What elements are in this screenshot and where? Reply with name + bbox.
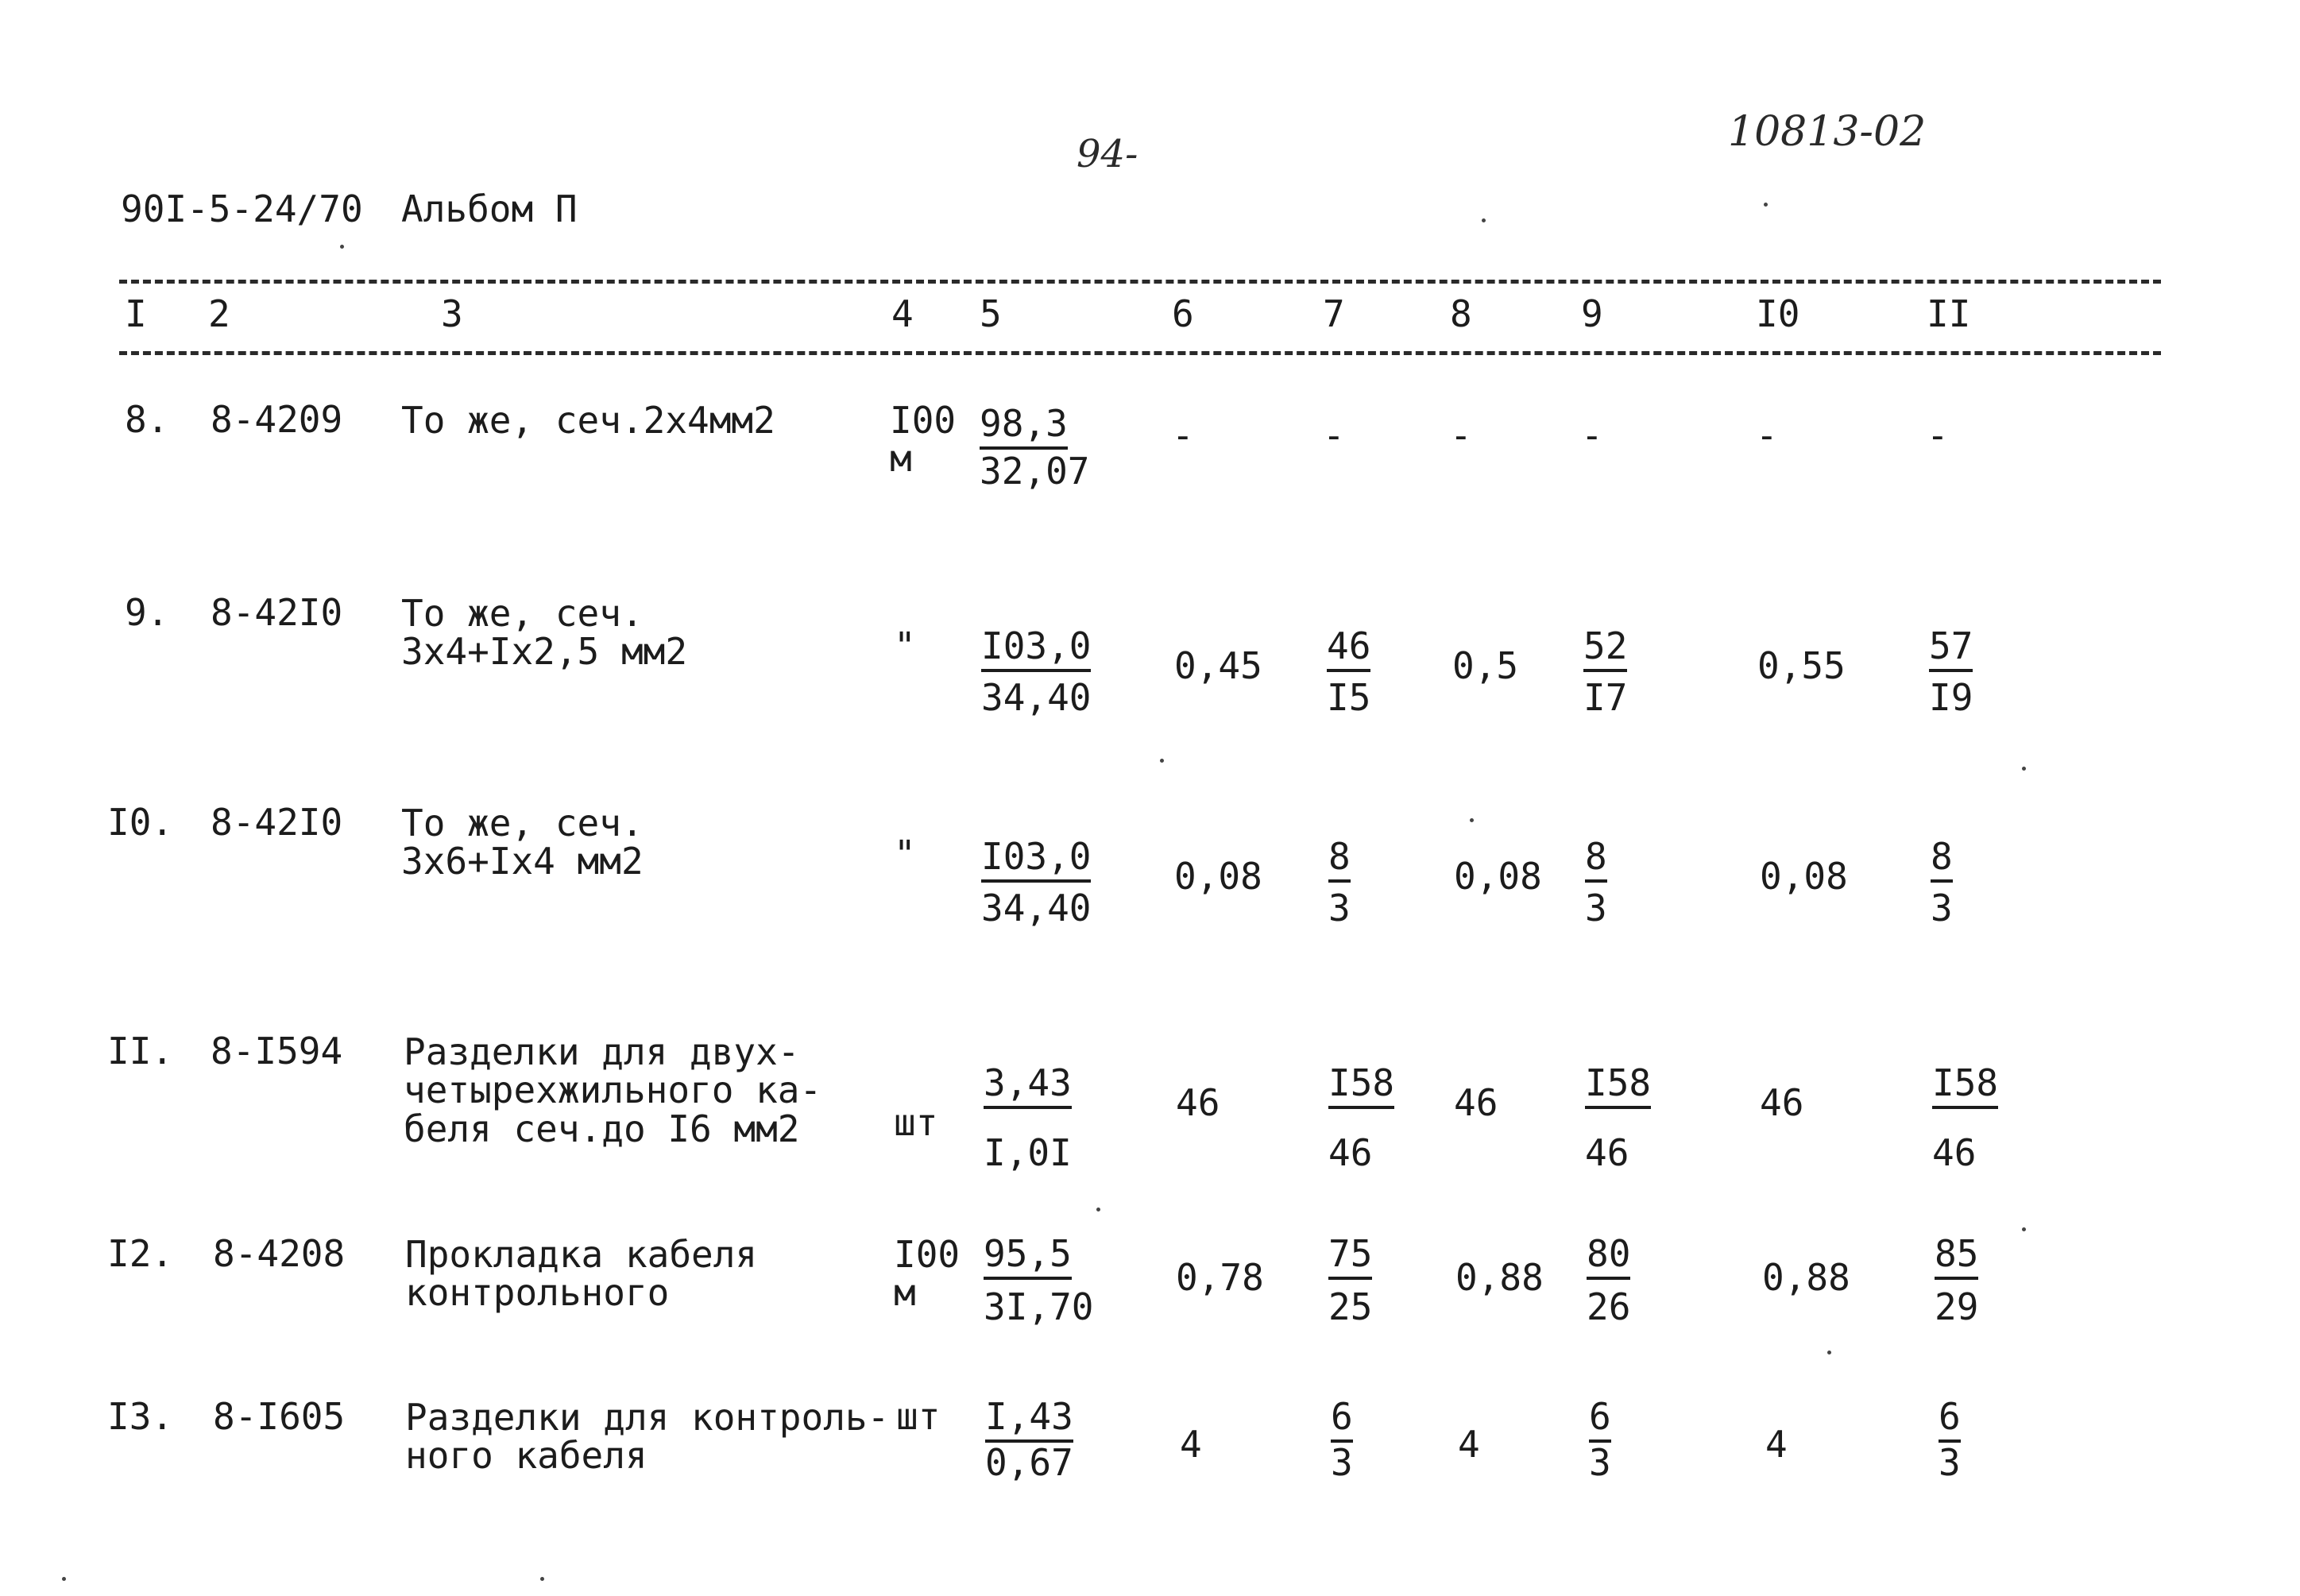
column-header: 6 xyxy=(1172,292,1194,335)
cell-col7-bottom: 3 xyxy=(1328,887,1351,929)
cell-col6: 4 xyxy=(1180,1423,1202,1466)
cell-col9-bottom: 3 xyxy=(1589,1441,1611,1484)
column-header: 4 xyxy=(891,292,914,335)
cell-col6: - xyxy=(1172,414,1194,457)
cell-col10: 4 xyxy=(1765,1423,1788,1466)
cell-col7-bottom: I5 xyxy=(1327,676,1371,719)
cell-col7-top: 75 xyxy=(1328,1235,1372,1280)
unit: I00 м xyxy=(890,399,957,481)
cell-col11-bottom: 3 xyxy=(1931,887,1953,929)
row-number: I3. xyxy=(107,1395,174,1438)
cell-col11-top: I58 xyxy=(1932,1065,1998,1109)
work-description: То же, сеч.2х4мм2 xyxy=(401,399,775,442)
scan-speck xyxy=(1096,1208,1100,1211)
column-header: I0 xyxy=(1756,292,1800,335)
cell-col11-top: 8 xyxy=(1931,838,1953,883)
price-top: 95,5 xyxy=(984,1235,1072,1280)
unit: шт xyxy=(894,1101,938,1144)
scan-speck xyxy=(2022,767,2026,771)
price-top: I03,0 xyxy=(981,838,1091,883)
norm-code: 8-I605 xyxy=(213,1395,346,1438)
row-number: I0. xyxy=(107,801,174,844)
cell-col6: 46 xyxy=(1176,1081,1220,1124)
column-header: 8 xyxy=(1450,292,1472,335)
row-number: II. xyxy=(107,1030,174,1072)
cell-col11-top: 85 xyxy=(1935,1235,1978,1280)
norm-code: 8-4208 xyxy=(213,1232,346,1275)
cell-col10: 0,88 xyxy=(1762,1256,1850,1299)
cell-col8: - xyxy=(1450,414,1472,457)
cell-col9-bottom: I7 xyxy=(1583,676,1628,719)
cell-col8: 4 xyxy=(1458,1423,1480,1466)
cell-col9-bottom: 3 xyxy=(1585,887,1607,929)
cell-col10: 0,55 xyxy=(1757,644,1846,687)
work-description: То же, сеч. 3х4+Iх2,5 мм2 xyxy=(401,592,688,674)
header-top-rule xyxy=(119,280,2161,284)
cell-col11-top: 6 xyxy=(1939,1398,1961,1443)
cell-col11-top: 57 xyxy=(1929,628,1973,672)
work-description: Разделки для контроль- ного кабеля xyxy=(405,1396,890,1478)
work-description: То же, сеч. 3х6+Iх4 мм2 xyxy=(401,802,644,883)
row-number: 8. xyxy=(125,398,169,441)
cell-col8: 0,5 xyxy=(1452,644,1519,687)
price-bottom: 34,40 xyxy=(981,887,1092,929)
price-bottom: I,0I xyxy=(984,1131,1072,1174)
unit: " xyxy=(894,833,916,875)
cell-col7-top: 6 xyxy=(1331,1398,1353,1443)
cell-col9-top: 80 xyxy=(1587,1235,1630,1280)
cell-col7-bottom: 46 xyxy=(1328,1131,1373,1174)
cell-col10: - xyxy=(1756,414,1778,457)
column-header: 9 xyxy=(1581,292,1603,335)
row-number: 9. xyxy=(125,591,169,634)
column-header: 2 xyxy=(208,292,230,335)
norm-code: 8-4209 xyxy=(211,398,343,441)
cell-col7-top: 46 xyxy=(1327,628,1370,672)
price-top: I,43 xyxy=(985,1398,1073,1443)
cell-col6: 0,45 xyxy=(1174,644,1262,687)
norm-code: 8-I594 xyxy=(211,1030,343,1072)
cell-col8: 0,08 xyxy=(1454,855,1542,898)
cell-col9-top: I58 xyxy=(1585,1065,1651,1109)
cell-col7-top: 8 xyxy=(1328,838,1351,883)
scan-speck xyxy=(1482,218,1486,222)
cell-col6: 0,08 xyxy=(1174,855,1262,898)
scan-speck xyxy=(540,1577,544,1581)
unit: шт xyxy=(896,1395,941,1438)
cell-col9-bottom: 46 xyxy=(1585,1131,1629,1174)
archive-number: 10813-02 xyxy=(1728,108,1927,156)
cell-col7-top: I58 xyxy=(1328,1065,1394,1109)
column-header: 3 xyxy=(441,292,463,335)
cell-col11-bottom: 46 xyxy=(1932,1131,1977,1174)
scan-speck xyxy=(1827,1351,1831,1354)
cell-col9-bottom: 26 xyxy=(1587,1285,1631,1328)
scan-speck xyxy=(62,1577,66,1581)
work-description: Разделки для двух- четырехжильного ка- беля сеч.до I6 мм2 xyxy=(404,1030,822,1150)
cell-col11-top: - xyxy=(1927,414,1949,457)
column-header: 5 xyxy=(980,292,1002,335)
header-bottom-rule xyxy=(119,351,2161,355)
scan-speck xyxy=(340,245,344,249)
price-top: I03,0 xyxy=(981,628,1091,672)
price-bottom: 0,67 xyxy=(985,1441,1073,1484)
scan-speck xyxy=(1160,759,1164,763)
cell-col7-top: - xyxy=(1323,414,1345,457)
cell-col7-bottom: 25 xyxy=(1328,1285,1373,1328)
cell-col10: 0,08 xyxy=(1760,855,1848,898)
cell-col7-bottom: 3 xyxy=(1331,1441,1353,1484)
cell-col9-top: 52 xyxy=(1583,628,1627,672)
column-header: 7 xyxy=(1323,292,1345,335)
scan-speck xyxy=(1470,818,1474,822)
cell-col11-bottom: I9 xyxy=(1929,676,1973,719)
unit: I00 м xyxy=(894,1233,961,1315)
norm-code: 8-42I0 xyxy=(211,801,343,844)
price-bottom: 34,40 xyxy=(981,676,1092,719)
column-header: II xyxy=(1927,292,1971,335)
price-bottom: 3I,70 xyxy=(984,1285,1094,1328)
unit: " xyxy=(894,624,916,667)
norm-code: 8-42I0 xyxy=(211,591,343,634)
page-number: 94- xyxy=(1077,132,1138,176)
cell-col10: 46 xyxy=(1760,1081,1804,1124)
cell-col11-bottom: 29 xyxy=(1935,1285,1979,1328)
album-label: Альбом П xyxy=(401,187,578,230)
work-description: Прокладка кабеля контрольного xyxy=(405,1233,758,1315)
cell-col9-top: - xyxy=(1581,414,1603,457)
price-bottom: 32,07 xyxy=(980,450,1090,493)
price-top: 3,43 xyxy=(984,1065,1072,1109)
column-header: I xyxy=(125,292,147,335)
cell-col6: 0,78 xyxy=(1176,1256,1264,1299)
document-code: 90I-5-24/70 xyxy=(121,187,363,230)
scan-speck xyxy=(1764,203,1768,207)
price-top: 98,3 xyxy=(980,405,1068,450)
scan-speck xyxy=(2022,1227,2026,1231)
cell-col9-top: 6 xyxy=(1589,1398,1611,1443)
cell-col9-top: 8 xyxy=(1585,838,1607,883)
cell-col11-bottom: 3 xyxy=(1939,1441,1961,1484)
row-number: I2. xyxy=(107,1232,174,1275)
cell-col8: 46 xyxy=(1454,1081,1498,1124)
cell-col8: 0,88 xyxy=(1455,1256,1544,1299)
